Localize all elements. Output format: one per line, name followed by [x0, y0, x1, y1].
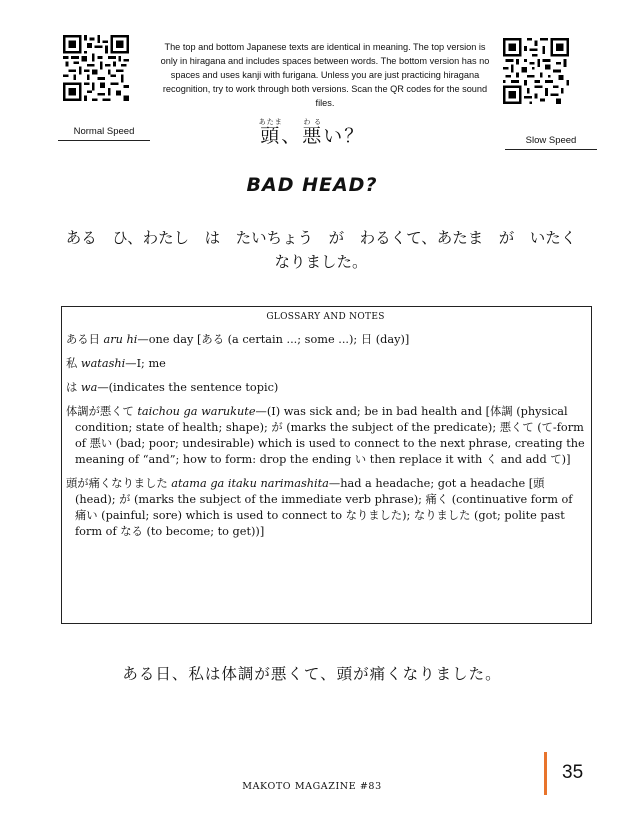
qr-code-icon — [63, 35, 129, 101]
glossary-definition: —(indicates the sentence topic) — [97, 381, 279, 394]
kanji-version-text: ある日、私は体調が悪くて、頭が痛くなりました。 — [122, 665, 502, 683]
glossary-romaji: taichou ga warukute — [137, 405, 256, 418]
qr-code-icon — [503, 38, 569, 104]
footer-accent-bar — [544, 752, 547, 795]
glossary-entry — [66, 476, 585, 540]
qr-code-normal-speed[interactable] — [63, 35, 129, 101]
glossary-definition: —I; me — [125, 357, 166, 370]
glossary-entry — [66, 404, 585, 468]
glossary-romaji: wa — [80, 381, 98, 394]
glossary-header: GLOSSARY AND NOTES — [266, 312, 385, 322]
page-number: 35 — [562, 762, 584, 783]
qr-caption-slow-speed: Slow Speed — [505, 135, 597, 150]
qr-code-slow-speed[interactable] — [503, 38, 569, 104]
glossary-term: 私 — [66, 357, 78, 370]
glossary-entry — [66, 380, 585, 396]
glossary-romaji: watashi — [80, 357, 126, 370]
title-english: BAD HEAD? — [246, 174, 378, 196]
glossary-definition: —(I) was sick and; be in bad health and [体調 (physical condition; state of health; shape); が (marks the subject of the predicate); 悪くて (て-form of 悪い (bad; poor; undesirable) which is used to connect to the next phrase, creating the meaning of “and”; how to form: drop the ending い then replace it with く and add て)] — [75, 405, 585, 466]
glossary-romaji: atama ga itaku narimashita — [171, 477, 329, 490]
glossary-romaji: aru hi — [103, 333, 138, 346]
glossary-term: ある日 — [66, 333, 100, 346]
glossary-definition: —had a headache; got a headache [頭 (head); が (marks the subject of the immediate verb phrase); 痛く (continuative form of 痛い (painful; sore) which is used to connect to なりました); なりました (got; polite past form of なる (to become; to get))] — [75, 477, 573, 538]
glossary-entry — [66, 356, 585, 372]
glossary-term: 頭が痛くなりました — [66, 477, 168, 490]
glossary-box — [61, 306, 592, 624]
title-japanese: 頭あたま、悪わるい？ — [258, 118, 366, 147]
footer-magazine-title: MAKOTO MAGAZINE #83 — [242, 781, 382, 792]
glossary-term: は — [66, 381, 78, 394]
glossary-term: 体調が悪くて — [66, 405, 134, 418]
intro-paragraph: The top and bottom Japanese texts are identical in meaning. The top version is only in hiragana and includes spaces between words. The bottom version has no spaces and uses kanji with furigana. Unless you are just practicing hiragana recognition, try to work through both versions. Scan the QR codes for the sound files. — [160, 42, 490, 108]
hiragana-version-text: ある ひ、わたし は たいちょう が わるくて、あたま が いたく なりました。 — [65, 229, 592, 271]
glossary-definition: —one day [ある (a certain ...; some ...); 日 (day)] — [137, 333, 410, 346]
glossary-entry — [66, 332, 585, 348]
qr-caption-normal-speed: Normal Speed — [58, 126, 150, 141]
